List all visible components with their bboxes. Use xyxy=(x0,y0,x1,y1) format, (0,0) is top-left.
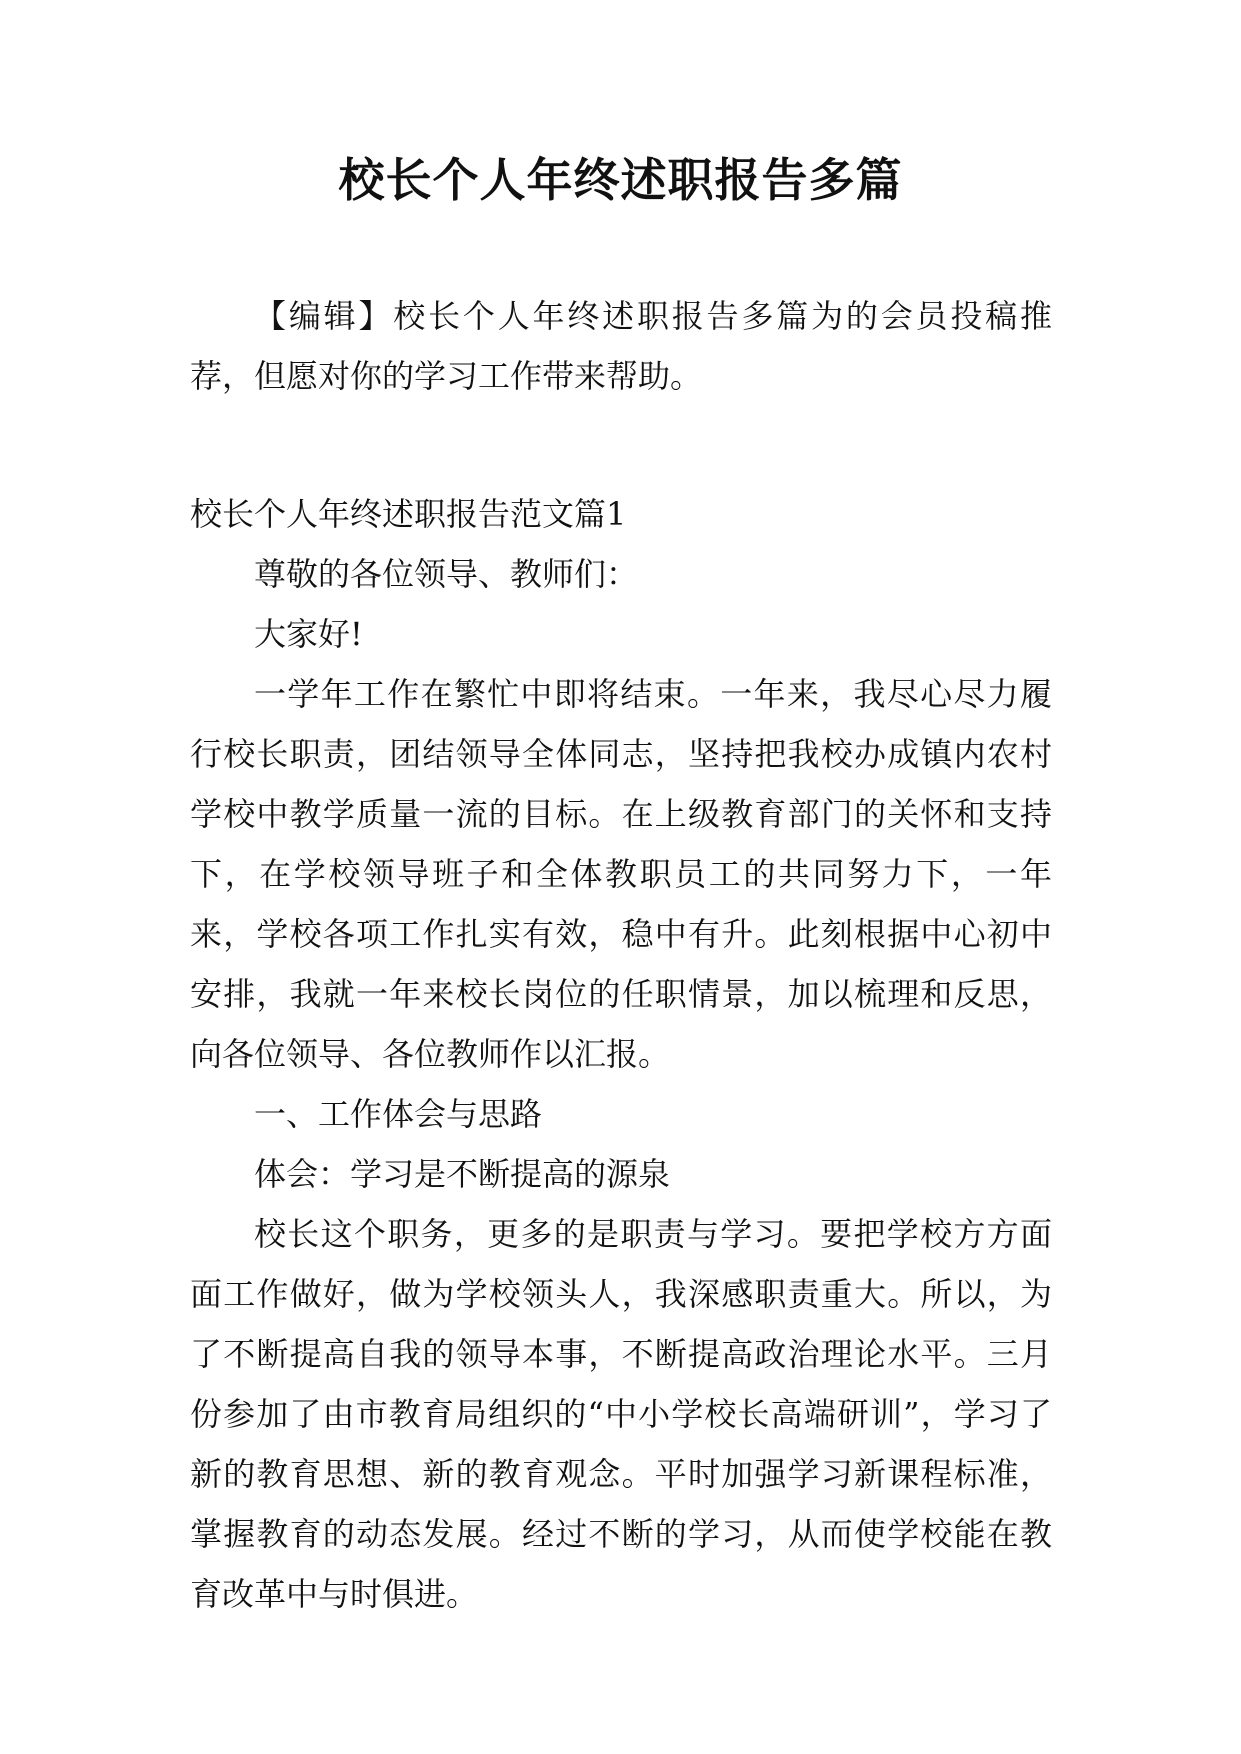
document-body xyxy=(190,286,1052,1624)
salutation-line: 大家好! xyxy=(254,615,363,653)
document-title: 校长个人年终述职报告多篇 xyxy=(338,153,903,207)
intro-paragraph: 【编辑】校长个人年终述职报告多篇为的会员投稿推荐，但愿对你的学习工作带来帮助。 xyxy=(190,297,1052,395)
section-heading: 校长个人年终述职报告范文篇1 xyxy=(190,495,627,533)
subheading-experience: 体会：学习是不断提高的源泉 xyxy=(254,1155,671,1193)
body-paragraph: 校长这个职务，更多的是职责与学习。要把学校方方面面工作做好，做为学校领头人，我深感职责重大。所以，为了不断提高自我的领导本事，不断提高政治理论水平。三月份参加了由市教育局组织的“中小学校长高端研训”，学习了新的教育思想、新的教育观念。平时加强学习新课程标准，掌握教育的动态发展。经过不断的学习，从而使学校能在教育改革中与时俱进。 xyxy=(190,1215,1052,1613)
spacer xyxy=(190,406,1052,484)
greeting-line: 尊敬的各位领导、教师们： xyxy=(254,555,639,593)
subheading-work-thoughts: 一、工作体会与思路 xyxy=(254,1095,543,1133)
body-paragraph: 一学年工作在繁忙中即将结束。一年来，我尽心尽力履行校长职责，团结领导全体同志，坚持把我校办成镇内农村学校中教学质量一流的目标。在上级教育部门的关怀和支持下，在学校领导班子和全体教职员工的共同努力下，一年来，学校各项工作扎实有效，稳中有升。此刻根据中心初中安排，我就一年来校长岗位的任职情景，加以梳理和反思，向各位领导、各位教师作以汇报。 xyxy=(190,675,1052,1073)
